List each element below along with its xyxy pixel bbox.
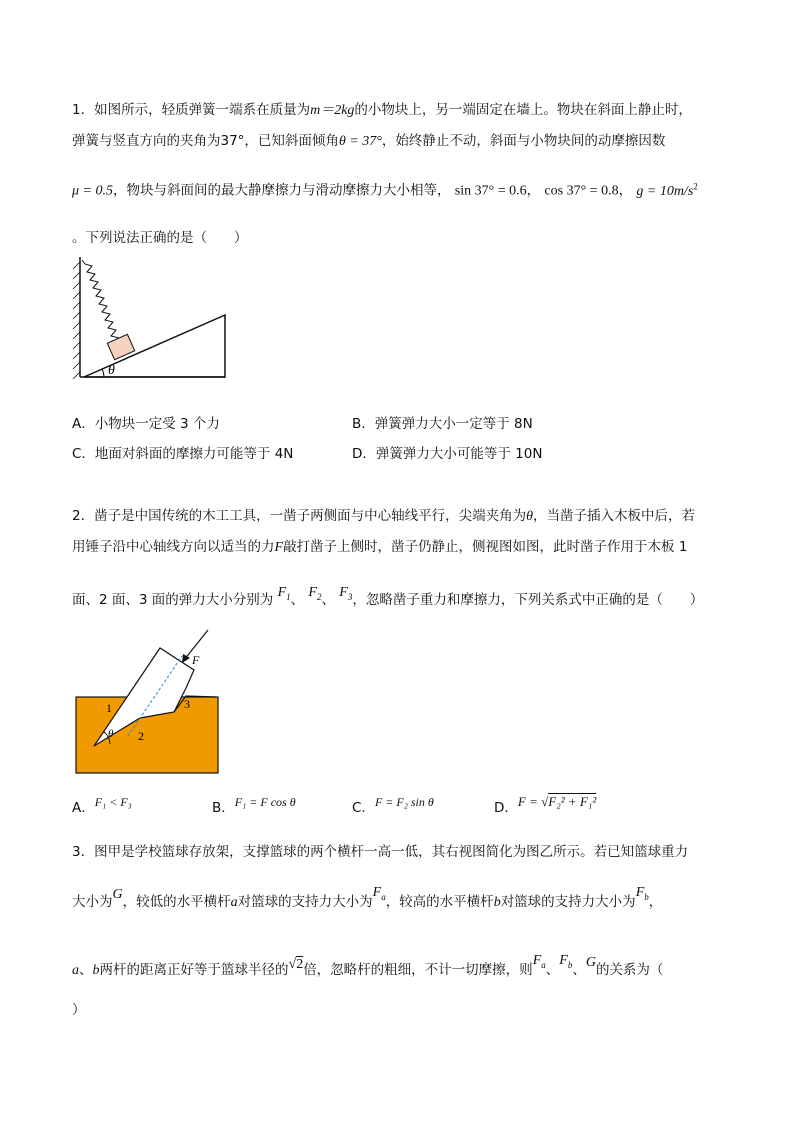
gravity-expr-text: g = 10m/s	[636, 183, 694, 199]
q3-line2-text: 对篮球的支持力大小为	[237, 894, 373, 910]
q2-option-b	[212, 795, 296, 818]
q2-line1	[72, 506, 695, 527]
bar-b-symbol: b	[92, 963, 100, 978]
q1-option-c: C．地面对斜面的摩擦力可能等于 4N	[72, 446, 294, 462]
separator: 、	[321, 592, 335, 608]
q1-figure	[70, 252, 240, 384]
q1-option-b: B．弹簧弹力大小一定等于 8N	[352, 416, 533, 432]
q2-line3-text: 面、2 面、3 面的弹力大小分别为	[72, 592, 274, 608]
q2-line2-text: 用锤子沿中心轴线方向以适当的力	[72, 539, 275, 555]
option-c-formula: F = F₂ sin θ	[374, 795, 434, 809]
q2-figure	[74, 628, 224, 776]
f1-symbol-letter: F	[277, 585, 287, 600]
q2-line1-text: 2．凿子是中国传统的木工工具，一凿子两侧面与中心轴线平行，尖端夹角为	[72, 508, 527, 524]
q2-line2	[72, 537, 687, 558]
fb-letter: F	[559, 953, 568, 968]
fa-symbol: $F_a$	[532, 953, 546, 970]
friction-coefficient-expr: μ = 0.5	[72, 183, 113, 199]
q3-line2-text: 大小为	[72, 894, 113, 910]
force-label: F	[192, 653, 200, 667]
tip-angle-symbol: θ	[526, 509, 533, 524]
option-a-label: A．	[72, 800, 95, 816]
separator: 、	[290, 592, 305, 608]
fb-letter: F	[635, 885, 645, 900]
bar-a-symbol: a	[72, 963, 79, 978]
separator: 、	[572, 962, 586, 978]
q2-line3	[72, 585, 704, 615]
q3-line2-text: ，较低的水平横杆	[122, 894, 231, 910]
f2-symbol-letter: F	[308, 585, 317, 600]
option-d-radicand: F₂² + F₁²	[548, 794, 597, 809]
q1-line1	[72, 100, 692, 121]
q1-line3	[72, 176, 698, 202]
angle-arc	[102, 369, 104, 377]
sin-expr: sin 37° = 0.6	[454, 183, 527, 199]
q3-line2	[72, 885, 663, 917]
bar-b-symbol: b	[493, 895, 501, 910]
q1-option-a: A．小物块一定受 3 个力	[72, 416, 220, 432]
q1-line2	[72, 131, 665, 152]
option-b-label: B．	[212, 800, 235, 816]
q1-line4: 。下列说法正确的是（ ）	[72, 230, 248, 246]
sqrt-two: √2	[288, 957, 304, 972]
face-2-label: 2	[138, 729, 144, 743]
q2-option-c	[352, 795, 434, 818]
separator: 、	[545, 962, 560, 978]
cos-expr: cos 37° = 0.8	[544, 183, 619, 199]
comma: ，	[618, 182, 633, 199]
sqrt-sign: √	[541, 794, 549, 809]
gravity-symbol: G	[585, 955, 596, 970]
f3-symbol: $F_3$	[339, 585, 353, 602]
q3-line2-text: 对篮球的支持力大小为	[500, 894, 636, 910]
force-arrowhead	[182, 654, 190, 663]
fa-letter: F	[372, 885, 382, 900]
wall-hatching	[73, 262, 80, 379]
f2-symbol: $F_2$	[308, 585, 322, 602]
q1-line1-text: 1．如图所示，轻质弹簧一端系在质量为	[72, 102, 311, 118]
fb-symbol: $F_b$	[635, 885, 649, 902]
q3-line1: 3．图甲是学校篮球存放架，支撑篮球的两个横杆一高一低，其右视图简化为图乙所示。若已知篮球重力	[72, 844, 689, 860]
q3-line4: ）	[72, 1002, 86, 1018]
q3-line3-text: 的关系为（	[595, 962, 664, 978]
theta-label: θ	[108, 363, 115, 378]
gravity-expr	[636, 181, 698, 199]
gravity-exponent: 2	[693, 181, 698, 191]
q2-option-d	[494, 794, 597, 818]
bar-a-symbol: a	[230, 895, 238, 910]
comma: ，	[526, 182, 541, 199]
q3-line3-text: 两杆的距离正好等于篮球半径的	[99, 962, 289, 978]
incline-triangle	[84, 315, 225, 377]
fb-symbol: $F_b$	[559, 953, 573, 970]
mass-expr: m＝2kg	[310, 103, 355, 118]
q3-line2-text: ，较高的水平横杆	[385, 894, 494, 910]
q1-line2-tail: ，始终静止不动，斜面与小物块间的动摩擦因数	[381, 133, 666, 149]
sqrt-two-radicand: 2	[296, 957, 304, 972]
incline-angle-expr: θ = 37°	[338, 134, 382, 149]
tip-angle-label: θ	[108, 728, 114, 740]
separator: 、	[79, 962, 93, 978]
option-c-label: C．	[352, 800, 375, 816]
q2-line1-tail: ，当凿子插入木板中后，若	[532, 508, 695, 524]
f3-symbol-letter: F	[339, 585, 348, 600]
option-d-lhs: F =	[517, 794, 542, 809]
f1-symbol: $F_1$	[277, 585, 291, 602]
option-d-label: D．	[494, 800, 518, 816]
q2-line3-tail: ，忽略凿子重力和摩擦力，下列关系式中正确的是（ ）	[352, 592, 704, 608]
fa-letter: F	[532, 953, 542, 968]
q2-option-a	[72, 795, 132, 818]
q3-line3-text: 倍，忽略杆的粗细，不计一切摩擦，则	[303, 962, 533, 978]
face-3-label: 3	[184, 697, 190, 711]
q3-line2-text: ，	[648, 894, 663, 910]
spring	[82, 260, 122, 342]
q3-line3	[72, 953, 664, 985]
face-1-label: 1	[106, 701, 112, 715]
q1-option-d: D．弹簧弹力大小可能等于 10N	[352, 446, 543, 462]
option-d-formula	[518, 794, 596, 809]
option-b-formula: F₁ = F cos θ	[234, 795, 296, 809]
q1-line3-text: ，物块与斜面间的最大静摩擦力与滑动摩擦力大小相等，	[112, 182, 451, 199]
q1-line2-text: 弹簧与竖直方向的夹角为37°，已知斜面倾角	[72, 133, 339, 149]
force-symbol: F	[274, 540, 284, 555]
option-a-formula: F₁ < F₃	[94, 795, 132, 809]
fa-symbol: $F_a$	[372, 885, 386, 902]
q1-line1-tail: 的小物块上，另一端固定在墙上。物块在斜面上静止时，	[354, 102, 692, 118]
gravity-symbol: G	[112, 887, 123, 902]
q2-line2-tail: 敲打凿子上侧时，凿子仍静止，侧视图如图，此时凿子作用于木板 1	[283, 539, 688, 555]
